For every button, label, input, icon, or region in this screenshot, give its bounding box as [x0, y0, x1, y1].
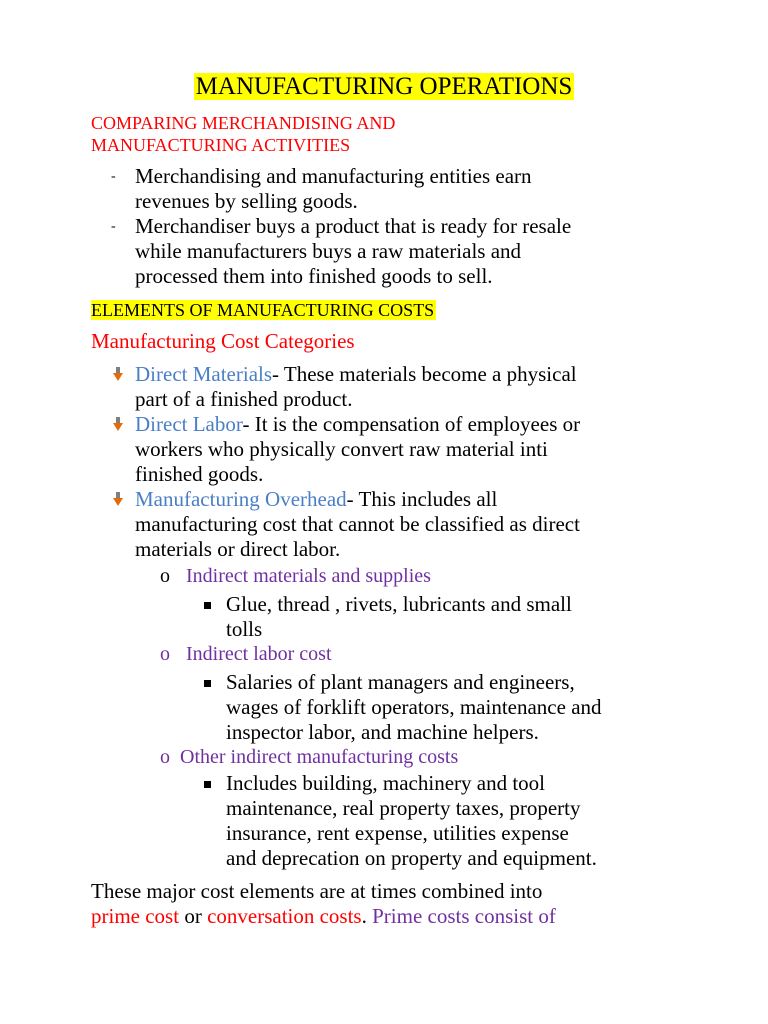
conversion-cost-term: conversation costs: [207, 904, 362, 928]
overhead-subheading: o Indirect materials and supplies: [160, 565, 431, 587]
section1-heading: [91, 112, 395, 156]
dash-bullet: -: [111, 169, 116, 184]
square-bullet-icon: [204, 680, 211, 687]
section1-heading-line1: COMPARING MERCHANDISING AND: [91, 113, 396, 133]
title-text: MANUFACTURING OPERATIONS: [195, 73, 573, 100]
list-item: - Merchandiser buys a product that is ready for resale while manufacturers buys a raw materials and processed them into finished goods to sell.: [111, 214, 572, 288]
comparison-list: [91, 164, 691, 289]
square-bullet-icon: [204, 781, 211, 788]
prime-cost-term: prime cost: [91, 904, 180, 928]
square-bullet-icon: [204, 602, 211, 609]
overhead-subheading: o Indirect labor cost: [160, 643, 332, 665]
list-item: Includes building, machinery and tool maintenance, real property taxes, property insurance, rent expense, utilities expense and deprecation on property and equipment.: [226, 771, 720, 871]
closing-paragraph: These major cost elements are at times combined into prime cost or conversation costs. Prime costs consist of: [91, 879, 556, 928]
arrow-down-icon: [113, 417, 123, 431]
list-item: Salaries of plant managers and engineers, wages of forklift operators, maintenance and inspector labor, and machine helpers.: [226, 670, 720, 745]
circle-bullet-icon: o: [160, 643, 170, 665]
overhead-indirect-materials: [160, 564, 720, 642]
category-manufacturing-overhead: Manufacturing Overhead- This includes all manufacturing cost that cannot be classified as direct materials or direct labor.: [91, 487, 701, 562]
overhead-other-indirect: [160, 745, 720, 871]
arrow-down-icon: [113, 367, 123, 381]
list-item: - Merchandising and manufacturing entities earn revenues by selling goods.: [111, 164, 532, 213]
circle-bullet-icon: o: [160, 746, 170, 768]
categories-list: [91, 362, 701, 562]
section1-heading-line2: MANUFACTURING ACTIVITIES: [91, 135, 351, 155]
circle-bullet-icon: o: [160, 565, 170, 587]
dash-bullet: -: [111, 219, 116, 234]
overhead-subheading: o Other indirect manufacturing costs: [160, 746, 459, 768]
overhead-indirect-labor: [160, 642, 720, 745]
arrow-down-icon: [113, 492, 123, 506]
list-item: Glue, thread , rivets, lubricants and small tolls: [226, 592, 720, 642]
category-direct-labor: Direct Labor- It is the compensation of employees or workers who physically convert raw material inti finished goods.: [91, 412, 701, 487]
section2-heading: ELEMENTS OF MANUFACTURING COSTS: [91, 300, 435, 320]
categories-heading: Manufacturing Cost Categories: [91, 329, 355, 353]
category-direct-materials: Direct Materials- These materials become a physical part of a finished product.: [91, 362, 701, 412]
page-title: [0, 70, 768, 104]
